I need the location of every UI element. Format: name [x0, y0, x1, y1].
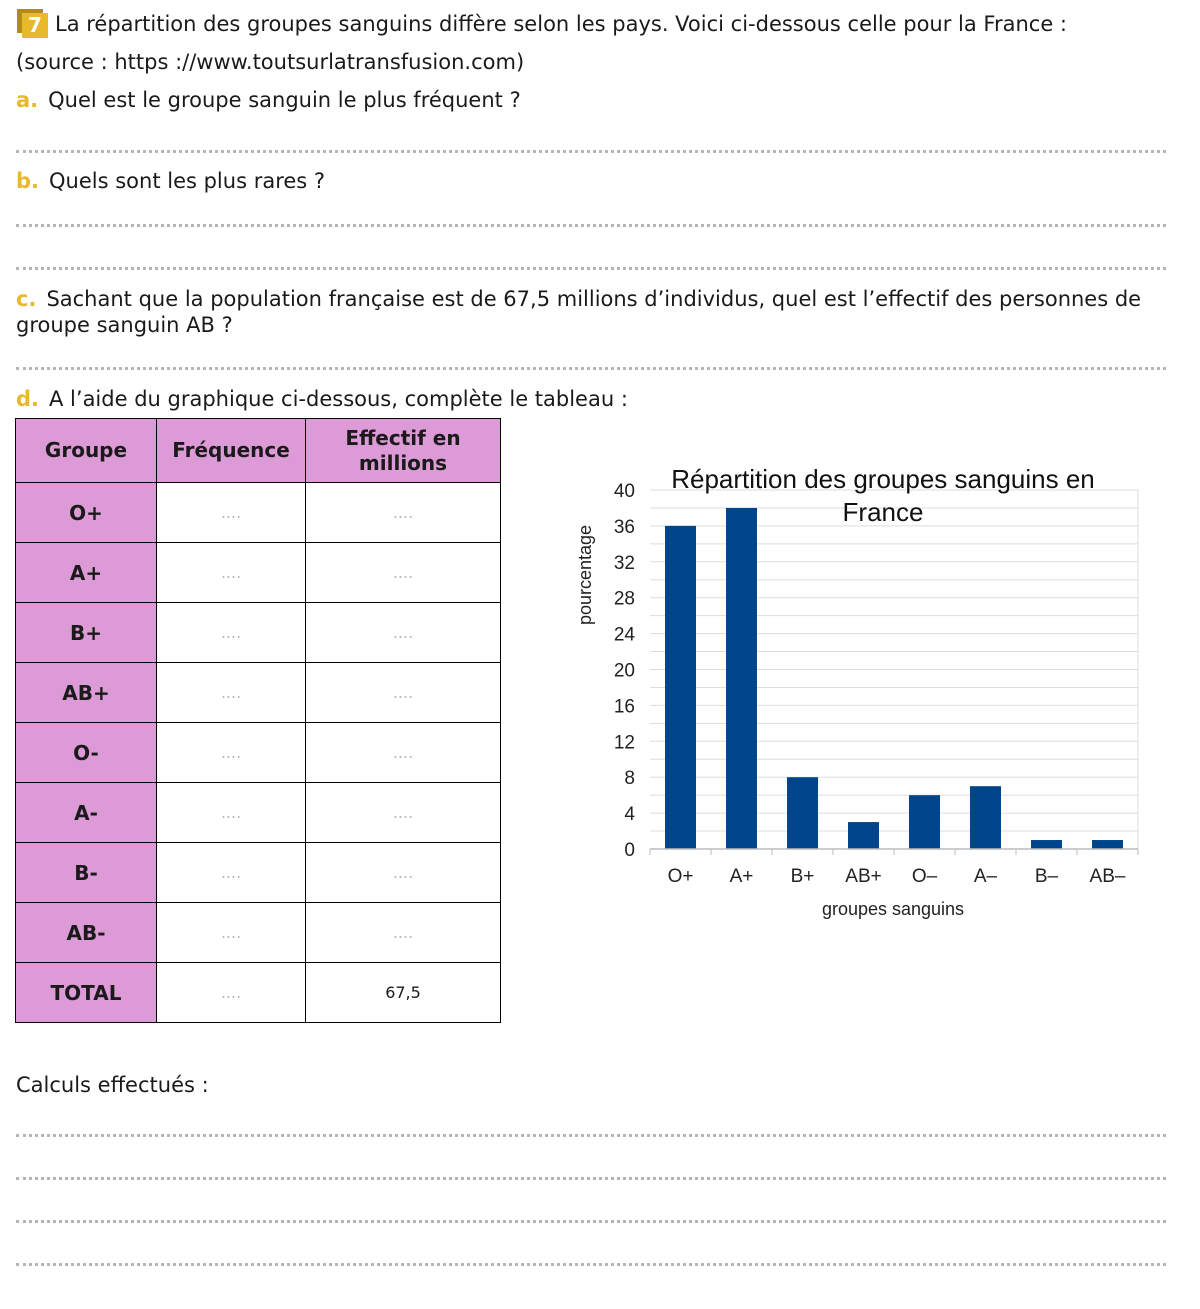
x-tick-label: B– — [1034, 866, 1059, 887]
frequency-cell[interactable]: .... — [157, 723, 306, 783]
chart-gridlines — [650, 490, 1138, 849]
table-row — [16, 783, 501, 843]
table-row — [16, 663, 501, 723]
row-group-label: A+ — [16, 543, 157, 603]
question-b — [16, 169, 325, 193]
exercise-number-badge — [17, 9, 49, 38]
question-c-text: Sachant que la population française est de 67,5 millions d’individus, quel est l’effectif des personnes de — [46, 287, 1142, 311]
x-tick-label: O+ — [667, 866, 694, 887]
row-group-label: O+ — [16, 483, 157, 543]
y-axis-label: pourcentage — [575, 524, 595, 626]
y-tick-label: 24 — [613, 624, 635, 646]
table-row — [16, 603, 501, 663]
y-tick-label: 8 — [624, 768, 635, 790]
y-tick-label: 28 — [613, 588, 635, 610]
question-d-text: A l’aide du graphique ci-dessous, complète le tableau : — [49, 387, 628, 411]
y-tick-label: 16 — [613, 696, 635, 718]
header-effectif: Effectif en millions — [306, 419, 501, 483]
question-a-text: Quel est le groupe sanguin le plus fréquent ? — [48, 88, 521, 112]
y-tick-label: 40 — [613, 481, 635, 502]
chart-labels — [575, 464, 1126, 919]
y-tick-label: 4 — [624, 804, 635, 826]
x-tick-label: AB+ — [845, 866, 882, 887]
table-row — [16, 843, 501, 903]
row-group-label: AB+ — [16, 663, 157, 723]
total-frequency-cell[interactable]: .... — [157, 963, 306, 1023]
bar-6 — [970, 786, 1001, 849]
table-row — [16, 543, 501, 603]
row-group-label: O- — [16, 723, 157, 783]
chart-bars — [665, 508, 1123, 849]
effectif-cell[interactable]: .... — [306, 543, 501, 603]
frequency-cell[interactable]: .... — [157, 843, 306, 903]
answer-line-c[interactable] — [16, 367, 1166, 370]
y-tick-label: 36 — [613, 516, 635, 538]
chart-axes — [650, 849, 1138, 855]
question-a — [16, 88, 521, 112]
y-tick-label: 0 — [624, 840, 635, 861]
bar-7 — [1031, 840, 1062, 849]
bar-1 — [665, 526, 696, 849]
answer-line-a[interactable] — [16, 150, 1166, 153]
y-tick-label: 20 — [613, 660, 635, 682]
x-tick-label: A+ — [729, 866, 754, 887]
table-row — [16, 903, 501, 963]
y-tick-label: 32 — [613, 552, 635, 574]
calc-line-2[interactable] — [16, 1177, 1166, 1180]
row-group-label: A- — [16, 783, 157, 843]
frequency-cell[interactable]: .... — [157, 783, 306, 843]
x-tick-label: AB– — [1089, 866, 1126, 887]
table-header-row — [16, 419, 501, 483]
y-tick-label: 12 — [613, 732, 635, 754]
question-d-letter: d. — [16, 387, 40, 411]
answer-line-b-1[interactable] — [16, 224, 1166, 227]
calc-line-1[interactable] — [16, 1134, 1166, 1137]
question-c-letter: c. — [16, 287, 37, 311]
frequency-cell[interactable]: .... — [157, 543, 306, 603]
calc-line-3[interactable] — [16, 1220, 1166, 1223]
effectif-cell[interactable]: .... — [306, 903, 501, 963]
bar-8 — [1092, 840, 1123, 849]
question-b-letter: b. — [16, 169, 40, 193]
effectif-cell[interactable]: .... — [306, 663, 501, 723]
question-a-letter: a. — [16, 88, 39, 112]
x-tick-label: O– — [911, 866, 938, 887]
header-frequence: Fréquence — [157, 419, 306, 483]
question-c-text-continued: groupe sanguin AB ? — [16, 313, 233, 337]
calculs-label: Calculs effectués : — [16, 1073, 209, 1097]
frequency-table — [15, 418, 501, 1023]
bar-4 — [848, 822, 879, 849]
frequency-cell[interactable]: .... — [157, 663, 306, 723]
question-d — [16, 387, 628, 411]
frequency-cell[interactable]: .... — [157, 603, 306, 663]
bar-3 — [787, 777, 818, 849]
x-tick-label: B+ — [790, 866, 815, 887]
bar-2 — [726, 508, 757, 849]
chart-title-line: Répartition des groupes sanguins en — [671, 464, 1095, 494]
question-c — [16, 287, 1141, 311]
total-label: TOTAL — [16, 963, 157, 1023]
row-group-label: B+ — [16, 603, 157, 663]
question-b-text: Quels sont les plus rares ? — [49, 169, 326, 193]
frequency-cell[interactable]: .... — [157, 903, 306, 963]
effectif-cell[interactable]: .... — [306, 783, 501, 843]
header-groupe: Groupe — [16, 419, 157, 483]
effectif-cell[interactable]: .... — [306, 483, 501, 543]
total-effectif-cell: 67,5 — [306, 963, 501, 1023]
effectif-cell[interactable]: .... — [306, 603, 501, 663]
x-axis-label: groupes sanguins — [821, 899, 965, 919]
x-tick-label: A– — [973, 866, 998, 887]
calc-line-4[interactable] — [16, 1263, 1166, 1266]
exercise-number: 7 — [22, 13, 48, 38]
table-row — [16, 483, 501, 543]
row-group-label: AB- — [16, 903, 157, 963]
bar-5 — [909, 795, 940, 849]
answer-line-b-2[interactable] — [16, 267, 1166, 270]
effectif-cell[interactable]: .... — [306, 843, 501, 903]
chart-title-line: France — [842, 497, 924, 527]
frequency-cell[interactable]: .... — [157, 483, 306, 543]
table-total-row — [16, 963, 501, 1023]
table-row — [16, 723, 501, 783]
exercise-intro: La répartition des groupes sanguins diffère selon les pays. Voici ci-dessous celle pour la France : — [55, 12, 1068, 36]
row-group-label: B- — [16, 843, 157, 903]
exercise-source: (source : https ://www.toutsurlatransfusion.com) — [16, 50, 525, 74]
blood-group-bar-chart — [560, 455, 1160, 930]
effectif-cell[interactable]: .... — [306, 723, 501, 783]
